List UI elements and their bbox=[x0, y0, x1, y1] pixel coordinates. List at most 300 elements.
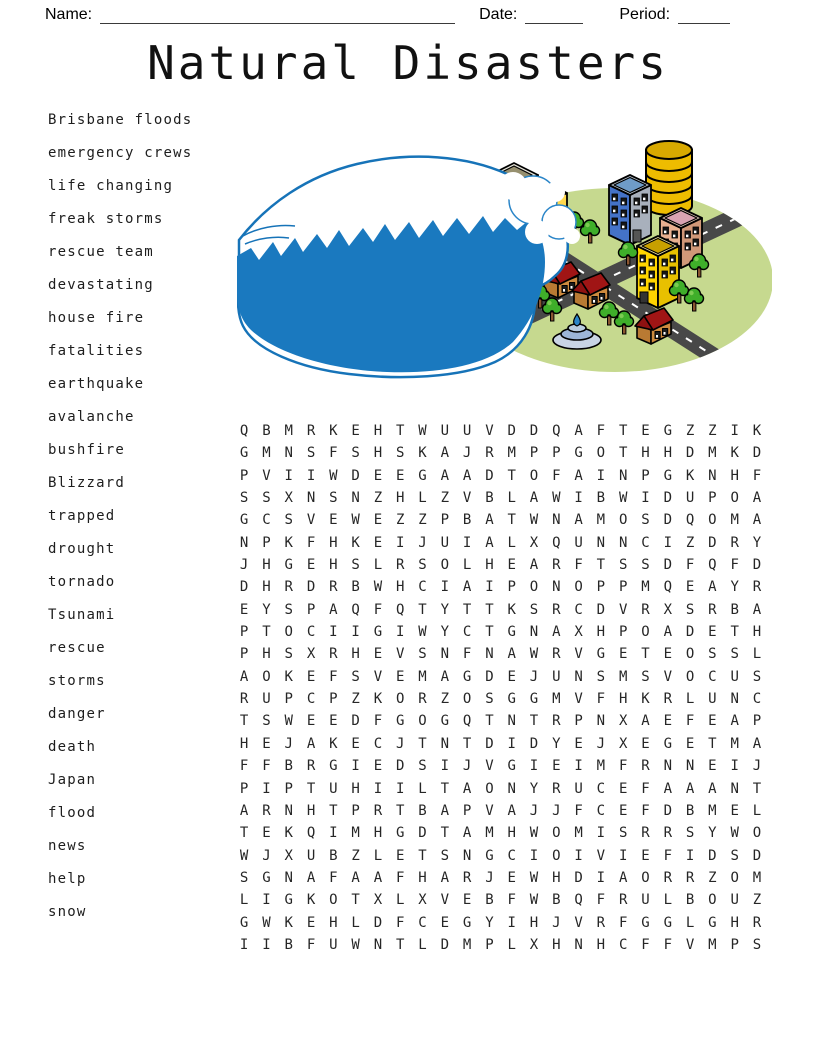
word-list-item: Brisbane floods bbox=[48, 112, 193, 128]
grid-letter: S bbox=[730, 646, 739, 663]
grid-letter: G bbox=[239, 445, 249, 462]
word-list-item: news bbox=[48, 838, 87, 854]
grid-row bbox=[233, 465, 768, 487]
grid-letter: W bbox=[529, 646, 539, 663]
date-blank-line bbox=[525, 6, 583, 24]
grid-letter: S bbox=[752, 936, 762, 953]
gold-cylinder-tower bbox=[646, 141, 692, 215]
grid-row bbox=[233, 420, 768, 442]
grid-letter: Z bbox=[708, 869, 717, 886]
grid-letter: B bbox=[485, 892, 494, 909]
grid-letter: J bbox=[552, 802, 561, 819]
grid-letter: E bbox=[351, 735, 360, 752]
grid-letter: T bbox=[596, 557, 606, 574]
grid-letter: D bbox=[485, 668, 494, 685]
grid-letter: T bbox=[396, 936, 405, 953]
grid-letter: N bbox=[507, 780, 516, 797]
grid-letter: X bbox=[306, 646, 316, 663]
grid-letter: Y bbox=[485, 914, 494, 931]
grid-letter: D bbox=[708, 847, 717, 864]
grid-letter: T bbox=[507, 467, 516, 484]
grid-letter: O bbox=[440, 557, 450, 574]
grid-letter: Z bbox=[440, 490, 450, 507]
grid-letter: W bbox=[529, 512, 539, 529]
grid-letter: Q bbox=[685, 512, 695, 529]
grid-letter: T bbox=[262, 624, 271, 641]
grid-letter: X bbox=[284, 490, 293, 507]
period-label: Period: bbox=[619, 6, 671, 23]
grid-letter: G bbox=[373, 624, 383, 641]
grid-letter: B bbox=[351, 579, 360, 596]
grid-letter: N bbox=[373, 936, 383, 953]
grid-letter: V bbox=[574, 691, 583, 708]
grid-letter: N bbox=[685, 758, 695, 775]
grid-letter: A bbox=[618, 869, 628, 886]
grid-letter: O bbox=[574, 579, 583, 596]
grid-letter: J bbox=[462, 758, 472, 775]
grid-letter: Y bbox=[708, 825, 717, 842]
grid-letter: I bbox=[329, 825, 338, 842]
grid-letter: L bbox=[462, 557, 472, 574]
grid-letter: A bbox=[485, 534, 494, 551]
grid-letter: E bbox=[329, 713, 338, 730]
grid-letter: A bbox=[529, 557, 539, 574]
grid-row bbox=[233, 442, 768, 464]
grid-letter: N bbox=[306, 490, 316, 507]
grid-letter: Y bbox=[752, 534, 762, 551]
grid-letter: B bbox=[685, 802, 695, 819]
grid-letter: E bbox=[351, 423, 360, 439]
name-label: Name: bbox=[45, 6, 93, 23]
grid-letter: B bbox=[418, 802, 427, 819]
grid-row bbox=[233, 800, 768, 822]
grid-row bbox=[233, 867, 768, 889]
grid-letter: R bbox=[641, 758, 650, 775]
grid-letter: L bbox=[685, 914, 695, 931]
word-list-item: drought bbox=[48, 541, 116, 557]
grid-letter: N bbox=[440, 735, 450, 752]
grid-letter: A bbox=[440, 802, 450, 819]
grid-letter: V bbox=[440, 892, 450, 909]
grid-letter: F bbox=[396, 869, 405, 886]
grid-letter: F bbox=[685, 713, 695, 730]
grid-letter: Z bbox=[708, 423, 717, 439]
grid-letter: U bbox=[685, 490, 695, 507]
grid-letter: A bbox=[752, 512, 762, 529]
word-list-item: life changing bbox=[48, 178, 174, 194]
grid-row bbox=[233, 912, 768, 934]
grid-letter: A bbox=[507, 802, 516, 819]
grid-letter: D bbox=[418, 825, 427, 842]
grid-letter: O bbox=[708, 512, 717, 529]
grid-letter: P bbox=[462, 802, 472, 819]
grid-letter: M bbox=[596, 512, 606, 529]
grid-letter: S bbox=[284, 512, 293, 529]
grid-letter: J bbox=[552, 914, 561, 931]
grid-letter: O bbox=[529, 579, 539, 596]
grid-letter: J bbox=[262, 847, 271, 864]
grid-letter: Z bbox=[396, 512, 405, 529]
grid-letter: I bbox=[351, 758, 360, 775]
grid-letter: A bbox=[329, 601, 338, 618]
grid-letter: E bbox=[507, 557, 516, 574]
grid-letter: R bbox=[329, 646, 338, 663]
grid-letter: W bbox=[351, 936, 360, 953]
word-list-item: Blizzard bbox=[48, 475, 126, 491]
grid-letter: N bbox=[485, 646, 494, 663]
word-list-item: bushfire bbox=[48, 442, 126, 458]
tsunami-illustration bbox=[237, 128, 772, 380]
grid-letter: Z bbox=[685, 423, 695, 439]
grid-letter: N bbox=[552, 579, 561, 596]
grid-letter: D bbox=[752, 557, 762, 574]
grid-letter: G bbox=[462, 668, 472, 685]
grid-letter: D bbox=[708, 534, 717, 551]
grid-letter: V bbox=[485, 802, 494, 819]
grid-letter: W bbox=[529, 892, 539, 909]
grid-letter: S bbox=[618, 557, 628, 574]
grid-letter: L bbox=[373, 557, 383, 574]
grid-letter: N bbox=[596, 713, 606, 730]
grid-letter: W bbox=[329, 467, 338, 484]
grid-letter: V bbox=[685, 936, 695, 953]
grid-letter: V bbox=[262, 467, 271, 484]
grid-letter: C bbox=[373, 735, 383, 752]
grid-letter: P bbox=[641, 467, 650, 484]
grid-letter: J bbox=[418, 534, 427, 551]
word-list-item: emergency crews bbox=[48, 145, 193, 161]
grid-letter: S bbox=[730, 847, 739, 864]
grid-letter: K bbox=[329, 423, 338, 439]
grid-letter: M bbox=[552, 691, 561, 708]
grid-letter: D bbox=[239, 579, 249, 596]
grid-letter: O bbox=[685, 668, 695, 685]
grid-letter: B bbox=[552, 892, 561, 909]
grid-letter: A bbox=[574, 423, 583, 439]
grid-letter: H bbox=[418, 869, 427, 886]
grid-letter: M bbox=[284, 423, 293, 439]
grid-letter: P bbox=[618, 624, 628, 641]
grid-letter: B bbox=[485, 490, 494, 507]
grid-letter: T bbox=[618, 423, 628, 439]
grid-letter: O bbox=[641, 624, 650, 641]
grid-letter: R bbox=[596, 914, 606, 931]
grid-letter: B bbox=[596, 490, 606, 507]
grid-letter: A bbox=[440, 668, 450, 685]
grid-letter: F bbox=[329, 445, 338, 462]
grid-letter: V bbox=[306, 512, 316, 529]
grid-letter: N bbox=[574, 668, 583, 685]
grid-letter: A bbox=[440, 869, 450, 886]
grid-letter: E bbox=[462, 892, 472, 909]
grid-letter: F bbox=[730, 557, 739, 574]
grid-letter: R bbox=[618, 892, 628, 909]
grid-letter: F bbox=[641, 780, 650, 797]
grid-letter: E bbox=[440, 914, 450, 931]
grid-letter: S bbox=[685, 601, 695, 618]
grid-letter: S bbox=[685, 825, 695, 842]
grid-letter: L bbox=[752, 802, 762, 819]
grid-letter: V bbox=[574, 914, 583, 931]
grid-letter: S bbox=[418, 758, 427, 775]
grid-letter: X bbox=[618, 735, 628, 752]
grid-letter: S bbox=[351, 445, 360, 462]
word-list-item: earthquake bbox=[48, 376, 145, 392]
grid-letter: E bbox=[373, 534, 383, 551]
grid-letter: S bbox=[641, 512, 650, 529]
grid-letter: M bbox=[262, 445, 271, 462]
grid-letter: M bbox=[708, 936, 717, 953]
grid-letter: G bbox=[239, 512, 249, 529]
grid-letter: R bbox=[373, 802, 383, 819]
grid-letter: U bbox=[262, 691, 271, 708]
grid-letter: N bbox=[462, 847, 472, 864]
grid-letter: R bbox=[262, 802, 271, 819]
grid-letter: P bbox=[485, 936, 494, 953]
name-blank-line bbox=[100, 6, 455, 24]
grid-letter: U bbox=[462, 423, 472, 439]
grid-letter: G bbox=[239, 914, 249, 931]
grid-letter: T bbox=[239, 825, 249, 842]
grid-letter: C bbox=[618, 936, 628, 953]
grid-letter: N bbox=[618, 534, 628, 551]
grid-letter: O bbox=[730, 869, 739, 886]
grid-letter: S bbox=[262, 490, 271, 507]
grid-letter: B bbox=[262, 423, 271, 439]
grid-letter: J bbox=[239, 557, 249, 574]
grid-letter: H bbox=[485, 557, 494, 574]
grid-letter: F bbox=[618, 914, 628, 931]
grid-letter: E bbox=[396, 467, 405, 484]
grid-letter: D bbox=[685, 624, 695, 641]
grid-letter: T bbox=[418, 847, 427, 864]
grid-letter: X bbox=[418, 892, 427, 909]
grid-letter: F bbox=[306, 936, 316, 953]
grid-letter: D bbox=[752, 847, 762, 864]
grid-letter: N bbox=[284, 802, 293, 819]
grid-letter: N bbox=[440, 646, 450, 663]
grid-letter: T bbox=[462, 601, 472, 618]
grid-letter: N bbox=[284, 445, 293, 462]
grid-letter: A bbox=[462, 825, 472, 842]
grid-letter: K bbox=[284, 825, 293, 842]
grid-letter: A bbox=[752, 601, 762, 618]
grid-letter: A bbox=[485, 512, 494, 529]
grid-letter: E bbox=[618, 802, 628, 819]
grid-letter: I bbox=[351, 624, 360, 641]
grid-letter: K bbox=[507, 601, 516, 618]
grid-letter: P bbox=[440, 512, 450, 529]
grid-letter: D bbox=[351, 713, 360, 730]
grid-letter: D bbox=[440, 936, 450, 953]
grid-letter: D bbox=[574, 869, 583, 886]
grid-letter: Q bbox=[708, 557, 717, 574]
grid-letter: I bbox=[284, 467, 293, 484]
grid-letter: I bbox=[306, 467, 316, 484]
grid-row bbox=[233, 643, 768, 665]
grid-letter: I bbox=[529, 847, 539, 864]
grid-letter: N bbox=[284, 869, 293, 886]
grid-letter: E bbox=[329, 512, 338, 529]
grid-letter: A bbox=[708, 780, 717, 797]
grid-letter: S bbox=[262, 713, 271, 730]
grid-row bbox=[233, 934, 768, 956]
grid-letter: X bbox=[574, 624, 583, 641]
grid-letter: S bbox=[351, 668, 360, 685]
grid-letter: J bbox=[752, 758, 762, 775]
grid-letter: B bbox=[329, 847, 338, 864]
grid-letter: T bbox=[485, 713, 494, 730]
grid-letter: R bbox=[418, 691, 427, 708]
grid-letter: J bbox=[284, 735, 293, 752]
grid-letter: R bbox=[552, 713, 561, 730]
date-label: Date: bbox=[479, 6, 518, 23]
grid-letter: T bbox=[418, 735, 427, 752]
grid-letter: E bbox=[730, 802, 739, 819]
grid-letter: O bbox=[396, 691, 405, 708]
grid-letter: G bbox=[641, 914, 650, 931]
grid-letter: F bbox=[373, 601, 383, 618]
grid-letter: T bbox=[485, 601, 494, 618]
grid-letter: Q bbox=[552, 534, 561, 551]
grid-letter: B bbox=[685, 892, 695, 909]
grid-letter: F bbox=[329, 869, 338, 886]
grid-letter: O bbox=[529, 467, 539, 484]
grid-letter: R bbox=[552, 601, 561, 618]
grid-letter: W bbox=[239, 847, 249, 864]
grid-letter: A bbox=[641, 713, 650, 730]
grid-letter: R bbox=[329, 579, 338, 596]
grid-letter: P bbox=[306, 601, 316, 618]
grid-letter: E bbox=[262, 825, 271, 842]
grid-letter: P bbox=[284, 691, 293, 708]
word-list-item: freak storms bbox=[48, 211, 164, 227]
grid-letter: Y bbox=[440, 624, 450, 641]
grid-letter: O bbox=[552, 825, 561, 842]
grid-letter: X bbox=[529, 534, 539, 551]
grid-letter: L bbox=[685, 691, 695, 708]
grid-letter: T bbox=[396, 802, 405, 819]
grid-letter: O bbox=[641, 869, 650, 886]
grid-letter: G bbox=[485, 847, 494, 864]
grid-letter: L bbox=[418, 780, 427, 797]
grid-letter: G bbox=[507, 758, 516, 775]
grid-row bbox=[233, 889, 768, 911]
grid-letter: I bbox=[396, 780, 405, 797]
grid-letter: N bbox=[596, 534, 606, 551]
grid-letter: I bbox=[663, 534, 672, 551]
grid-letter: C bbox=[306, 691, 316, 708]
grid-letter: Q bbox=[396, 601, 405, 618]
grid-letter: U bbox=[708, 691, 717, 708]
grid-letter: V bbox=[596, 847, 606, 864]
grid-letter: F bbox=[596, 423, 606, 439]
grid-letter: A bbox=[529, 490, 539, 507]
grid-letter: E bbox=[396, 847, 405, 864]
grid-letter: V bbox=[396, 646, 405, 663]
grid-letter: W bbox=[529, 869, 539, 886]
grid-row bbox=[233, 755, 768, 777]
grid-letter: J bbox=[596, 735, 606, 752]
grid-letter: P bbox=[596, 579, 606, 596]
word-list-item: Japan bbox=[48, 772, 97, 788]
grid-letter: D bbox=[663, 512, 672, 529]
grid-letter: U bbox=[440, 534, 450, 551]
grid-letter: M bbox=[574, 825, 583, 842]
grid-letter: E bbox=[262, 735, 271, 752]
grid-letter: I bbox=[730, 758, 739, 775]
grid-letter: W bbox=[730, 825, 739, 842]
word-list-item: danger bbox=[48, 706, 106, 722]
grid-letter: E bbox=[663, 713, 672, 730]
word-list-item: avalanche bbox=[48, 409, 135, 425]
grid-letter: R bbox=[663, 691, 672, 708]
grid-letter: R bbox=[685, 869, 695, 886]
grid-letter: R bbox=[284, 579, 293, 596]
grid-letter: A bbox=[351, 869, 360, 886]
grid-row bbox=[233, 487, 768, 509]
grid-letter: S bbox=[596, 668, 606, 685]
grid-letter: L bbox=[239, 892, 249, 909]
grid-letter: I bbox=[262, 936, 271, 953]
grid-letter: W bbox=[529, 825, 539, 842]
grid-letter: H bbox=[396, 579, 405, 596]
grid-letter: G bbox=[396, 713, 405, 730]
grid-letter: P bbox=[507, 579, 516, 596]
grid-letter: L bbox=[418, 490, 427, 507]
grid-letter: M bbox=[730, 512, 739, 529]
grid-letter: R bbox=[641, 601, 650, 618]
grid-letter: G bbox=[596, 646, 606, 663]
grid-letter: I bbox=[462, 534, 472, 551]
grid-letter: L bbox=[418, 936, 427, 953]
grid-letter: W bbox=[418, 423, 427, 439]
word-list-item: storms bbox=[48, 673, 106, 689]
grid-letter: D bbox=[485, 735, 494, 752]
grid-letter: F bbox=[574, 802, 583, 819]
grid-letter: D bbox=[351, 467, 360, 484]
grid-letter: Q bbox=[574, 892, 583, 909]
grid-letter: A bbox=[462, 780, 472, 797]
grid-letter: H bbox=[618, 691, 628, 708]
grid-row bbox=[233, 576, 768, 598]
grid-letter: S bbox=[284, 601, 293, 618]
grid-letter: A bbox=[708, 579, 717, 596]
grid-letter: V bbox=[373, 668, 383, 685]
grid-letter: T bbox=[708, 735, 717, 752]
grid-letter: E bbox=[306, 557, 316, 574]
grid-letter: F bbox=[462, 646, 472, 663]
grid-letter: F bbox=[641, 802, 650, 819]
grid-letter: F bbox=[329, 668, 338, 685]
grid-letter: H bbox=[396, 490, 405, 507]
grid-letter: H bbox=[329, 914, 338, 931]
grid-letter: U bbox=[730, 892, 739, 909]
grid-letter: R bbox=[730, 534, 739, 551]
grid-letter: N bbox=[507, 713, 516, 730]
grid-letter: G bbox=[663, 735, 672, 752]
grid-letter: G bbox=[663, 423, 672, 439]
grid-letter: U bbox=[574, 534, 583, 551]
grid-letter: D bbox=[373, 914, 383, 931]
grid-letter: X bbox=[618, 713, 628, 730]
grid-letter: B bbox=[462, 512, 472, 529]
grid-letter: S bbox=[529, 601, 539, 618]
period-blank-line bbox=[678, 6, 730, 24]
grid-letter: R bbox=[663, 825, 672, 842]
grid-letter: O bbox=[618, 512, 628, 529]
grid-letter: G bbox=[529, 691, 539, 708]
